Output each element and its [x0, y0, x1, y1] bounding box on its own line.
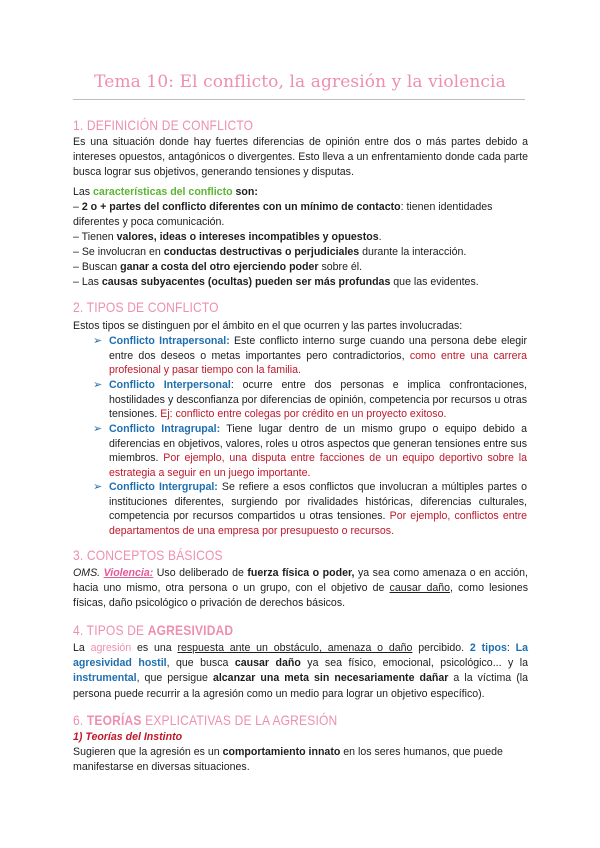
characteristic-item: – Las causas subyacentes (ocultas) pueden ser más profundas que las evidentes.	[73, 276, 479, 288]
page-title: Tema 10: El conflicto, la agresión y la violencia	[94, 72, 506, 92]
conflict-type-intrapersonal: Conflicto Intrapersonal: Este conflicto interno surge cuando una persona debe elegir entre dos deseos o metas importantes pero contradictorios, como entre una carrera profesional y pasar tiempo con la familia.	[109, 335, 528, 377]
arrow-bullet-icon: ➢	[93, 334, 103, 347]
section-6-heading: 6. TEORÍAS EXPLICATIVAS DE LA AGRESIÓN	[73, 712, 338, 728]
instinct-theory-paragraph: Sugieren que la agresión es un comportamiento innato en los seres humanos, que puede manifestarse en diversas situaciones.	[73, 746, 503, 774]
conflict-type-intergrupal: Conflicto Intergrupal: Se refiere a esos conflictos que involucran a múltiples partes o instituciones diferentes, surgiendo por rivalidades históricas, diferencias culturales, competencia por recursos compartidos u otras tensiones. Por ejemplo, conflictos entre departamentos de una empresa por presupuesto o recursos.	[109, 481, 527, 537]
characteristic-item: – Se involucran en conductas destructivas o perjudiciales durante la interacción.	[73, 246, 467, 258]
section-3-heading: 3. CONCEPTOS BÁSICOS	[73, 547, 223, 563]
arrow-bullet-icon: ➢	[93, 422, 103, 435]
section-2-heading: 2. TIPOS DE CONFLICTO	[73, 299, 219, 315]
characteristic-item: – Tienen valores, ideas o intereses incompatibles y opuestos.	[73, 231, 382, 243]
section-1-heading: 1. DEFINICIÓN DE CONFLICTO	[73, 117, 254, 133]
characteristics-label: Las características del conflicto son:	[73, 186, 258, 198]
aggression-types-paragraph: La agresión es una respuesta ante un obstáculo, amenaza o daño percibido. 2 tipos: La agresividad hostil, que busca causar daño ya sea físico, emocional, psicológico... y la instrumental, que persigue alcanzar una meta sin necesariamente dañar a la víctima (la persona puede recurrir a la agresión como un medio para lograr un objetivo específico).	[73, 642, 529, 700]
arrow-bullet-icon: ➢	[93, 378, 103, 391]
subsection-instinct-heading: 1) Teorías del Instinto	[73, 731, 183, 743]
section-2-intro: Estos tipos se distinguen por el ámbito en el que ocurren y las partes involucradas:	[73, 320, 463, 332]
section-1-intro: Es una situación donde hay fuertes diferencias de opinión entre dos o más partes debido a intereses opuestos, antagónicos o divergentes. Esto lleva a un enfrentamiento donde cada parte busca lograr sus objetivos, generando tensiones y disputas.	[73, 136, 528, 179]
arrow-bullet-icon: ➢	[93, 480, 103, 493]
characteristic-item: – 2 o + partes del conflicto diferentes con un mínimo de contacto: tienen identidades diferentes y poca comunicación.	[73, 201, 493, 229]
violence-definition: OMS. Violencia: Uso deliberado de fuerza física o poder, ya sea como amenaza o en acción, hacia uno mismo, otra persona o un grupo, con el objetivo de causar daño, como lesiones físicas, daño psicológico o privación de derechos básicos.	[73, 567, 528, 610]
characteristic-item: – Buscan ganar a costa del otro ejerciendo poder sobre él.	[73, 261, 363, 273]
section-4-heading: 4. TIPOS DE AGRESIVIDAD	[73, 622, 234, 638]
conflict-type-intragrupal: Conflicto Intragrupal: Tiene lugar dentro de un mismo grupo o equipo debido a diferencias en objetivos, valores, roles u otros aspectos que generan tensiones entre sus miembros. Por ejemplo, una disputa entre facciones de un equipo deportivo sobre la estrategia a seguir en un juego importante.	[109, 423, 527, 479]
conflict-type-interpersonal: Conflicto Interpersonal: ocurre entre dos personas e implica confrontaciones, hostilidades y desconfianza por diferencias de opinión, competencia por recursos u otras tensiones. Ej: conflicto entre colegas por crédito en un proyecto exitoso.	[109, 379, 527, 421]
title-divider	[73, 99, 525, 100]
